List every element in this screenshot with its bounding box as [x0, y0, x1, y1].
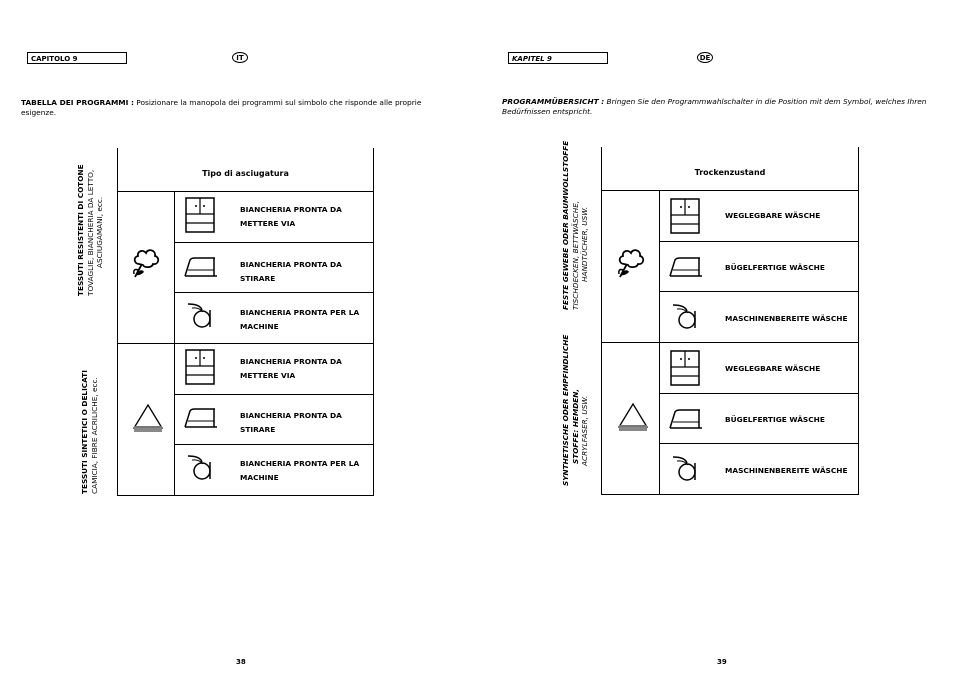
iron-icon	[668, 256, 704, 278]
cotton-flower-icon	[130, 244, 162, 280]
table-divider	[659, 291, 859, 292]
row-label: BIANCHERIA PRONTA PER LA MACHINE	[240, 308, 360, 331]
table-divider	[659, 393, 859, 394]
table-divider	[601, 190, 859, 191]
intro-body: Bringen Sie den Programmwahlschalter in die Position mit dem Symbol, welches Ihren	[604, 97, 927, 106]
group-label-synthetic	[80, 370, 99, 494]
table-divider	[117, 495, 374, 496]
table-divider	[601, 494, 859, 495]
cotton-flower-icon	[615, 244, 647, 280]
table-divider	[174, 444, 374, 445]
table-border	[373, 148, 374, 495]
page-number: 38	[236, 658, 246, 666]
chapter-label: CAPITOLO 9	[27, 52, 127, 64]
row-label: WEGLEGBARE WÄSCHE	[725, 364, 821, 373]
intro-text	[21, 98, 451, 118]
hanger-icon	[187, 302, 215, 330]
group-subtitle: HANDTÜCHER, USW.	[580, 206, 589, 282]
table-divider	[174, 394, 374, 395]
iron-icon	[183, 256, 219, 278]
delicate-triangle-icon	[131, 402, 165, 436]
intro-title: TABELLA DEI PROGRAMMI :	[21, 98, 134, 107]
group-title: STOFFE: HEMDEN,	[570, 388, 580, 464]
table-divider	[174, 242, 374, 243]
row-label: BÜGELFERTIGE WÄSCHE	[725, 263, 825, 272]
intro-text	[502, 97, 932, 117]
table-divider	[117, 343, 374, 344]
group-subtitle: TISCHDECKEN, BETTWÄSCHE,	[570, 200, 580, 310]
intro-body-2: Bedürfnissen entspricht.	[502, 107, 593, 116]
cupboard-icon	[670, 350, 700, 386]
table-header: Tipo di asciugatura	[202, 169, 289, 178]
group-subtitle: TOVAGLIE, BIANCHERIA DA LETTO,	[85, 169, 95, 296]
language-badge: DE	[697, 52, 713, 63]
group-label-cotton	[561, 141, 590, 310]
page-number: 39	[717, 658, 727, 666]
group-title: TESSUTI SINTETICI O DELICATI	[80, 370, 89, 494]
table-divider	[659, 443, 859, 444]
group-title: SYNTHETISCHE ODER EMPFINDLICHE	[561, 334, 570, 486]
row-label: MASCHINENBEREITE WÄSCHE	[725, 314, 848, 323]
group-title: TESSUTI RESISTENTI DI COTONE	[76, 164, 85, 296]
hanger-icon	[672, 455, 700, 483]
table-divider	[117, 191, 374, 192]
table-border	[117, 148, 118, 495]
row-label: BÜGELFERTIGE WÄSCHE	[725, 415, 825, 424]
row-label: BIANCHERIA PRONTA DA STIRARE	[240, 411, 342, 434]
row-label: MASCHINENBEREITE WÄSCHE	[725, 466, 848, 475]
table-border	[601, 147, 602, 495]
cupboard-icon	[185, 197, 215, 233]
delicate-triangle-icon	[616, 401, 650, 435]
table-divider	[601, 342, 859, 343]
row-label: WEGLEGBARE WÄSCHE	[725, 211, 821, 220]
table-divider	[174, 292, 374, 293]
hanger-icon	[672, 303, 700, 331]
row-label: BIANCHERIA PRONTA PER LA MACHINE	[240, 459, 360, 482]
cupboard-icon	[670, 198, 700, 234]
hanger-icon	[187, 454, 215, 482]
row-label: BIANCHERIA PRONTA DA METTERE VIA	[240, 205, 342, 228]
group-title: FESTE GEWEBE ODER BAUMWOLLSTOFFE	[561, 140, 570, 310]
language-badge: IT	[232, 52, 248, 63]
cupboard-icon	[185, 349, 215, 385]
group-subtitle: ACRYLFASER, USW.	[580, 395, 589, 466]
iron-icon	[668, 408, 704, 430]
group-subtitle: ASCIUGAMANI, ecc.	[95, 196, 104, 268]
group-label-cotton	[76, 164, 105, 296]
table-header: Trockenzustand	[694, 168, 766, 177]
intro-title: PROGRAMMÜBERSICHT :	[502, 97, 605, 106]
row-label: BIANCHERIA PRONTA DA STIRARE	[240, 260, 342, 283]
group-label-synthetic	[561, 335, 590, 486]
table-divider	[659, 241, 859, 242]
iron-icon	[183, 407, 219, 429]
chapter-label: KAPITEL 9	[508, 52, 608, 64]
group-subtitle: CAMICIA, FIBRE ACRILICHE, ecc.	[89, 377, 99, 494]
row-label: BIANCHERIA PRONTA DA METTERE VIA	[240, 357, 342, 380]
intro-body: Posizionare la manopola dei programmi sul simbolo che risponde alle proprie esigenze.	[21, 98, 422, 117]
